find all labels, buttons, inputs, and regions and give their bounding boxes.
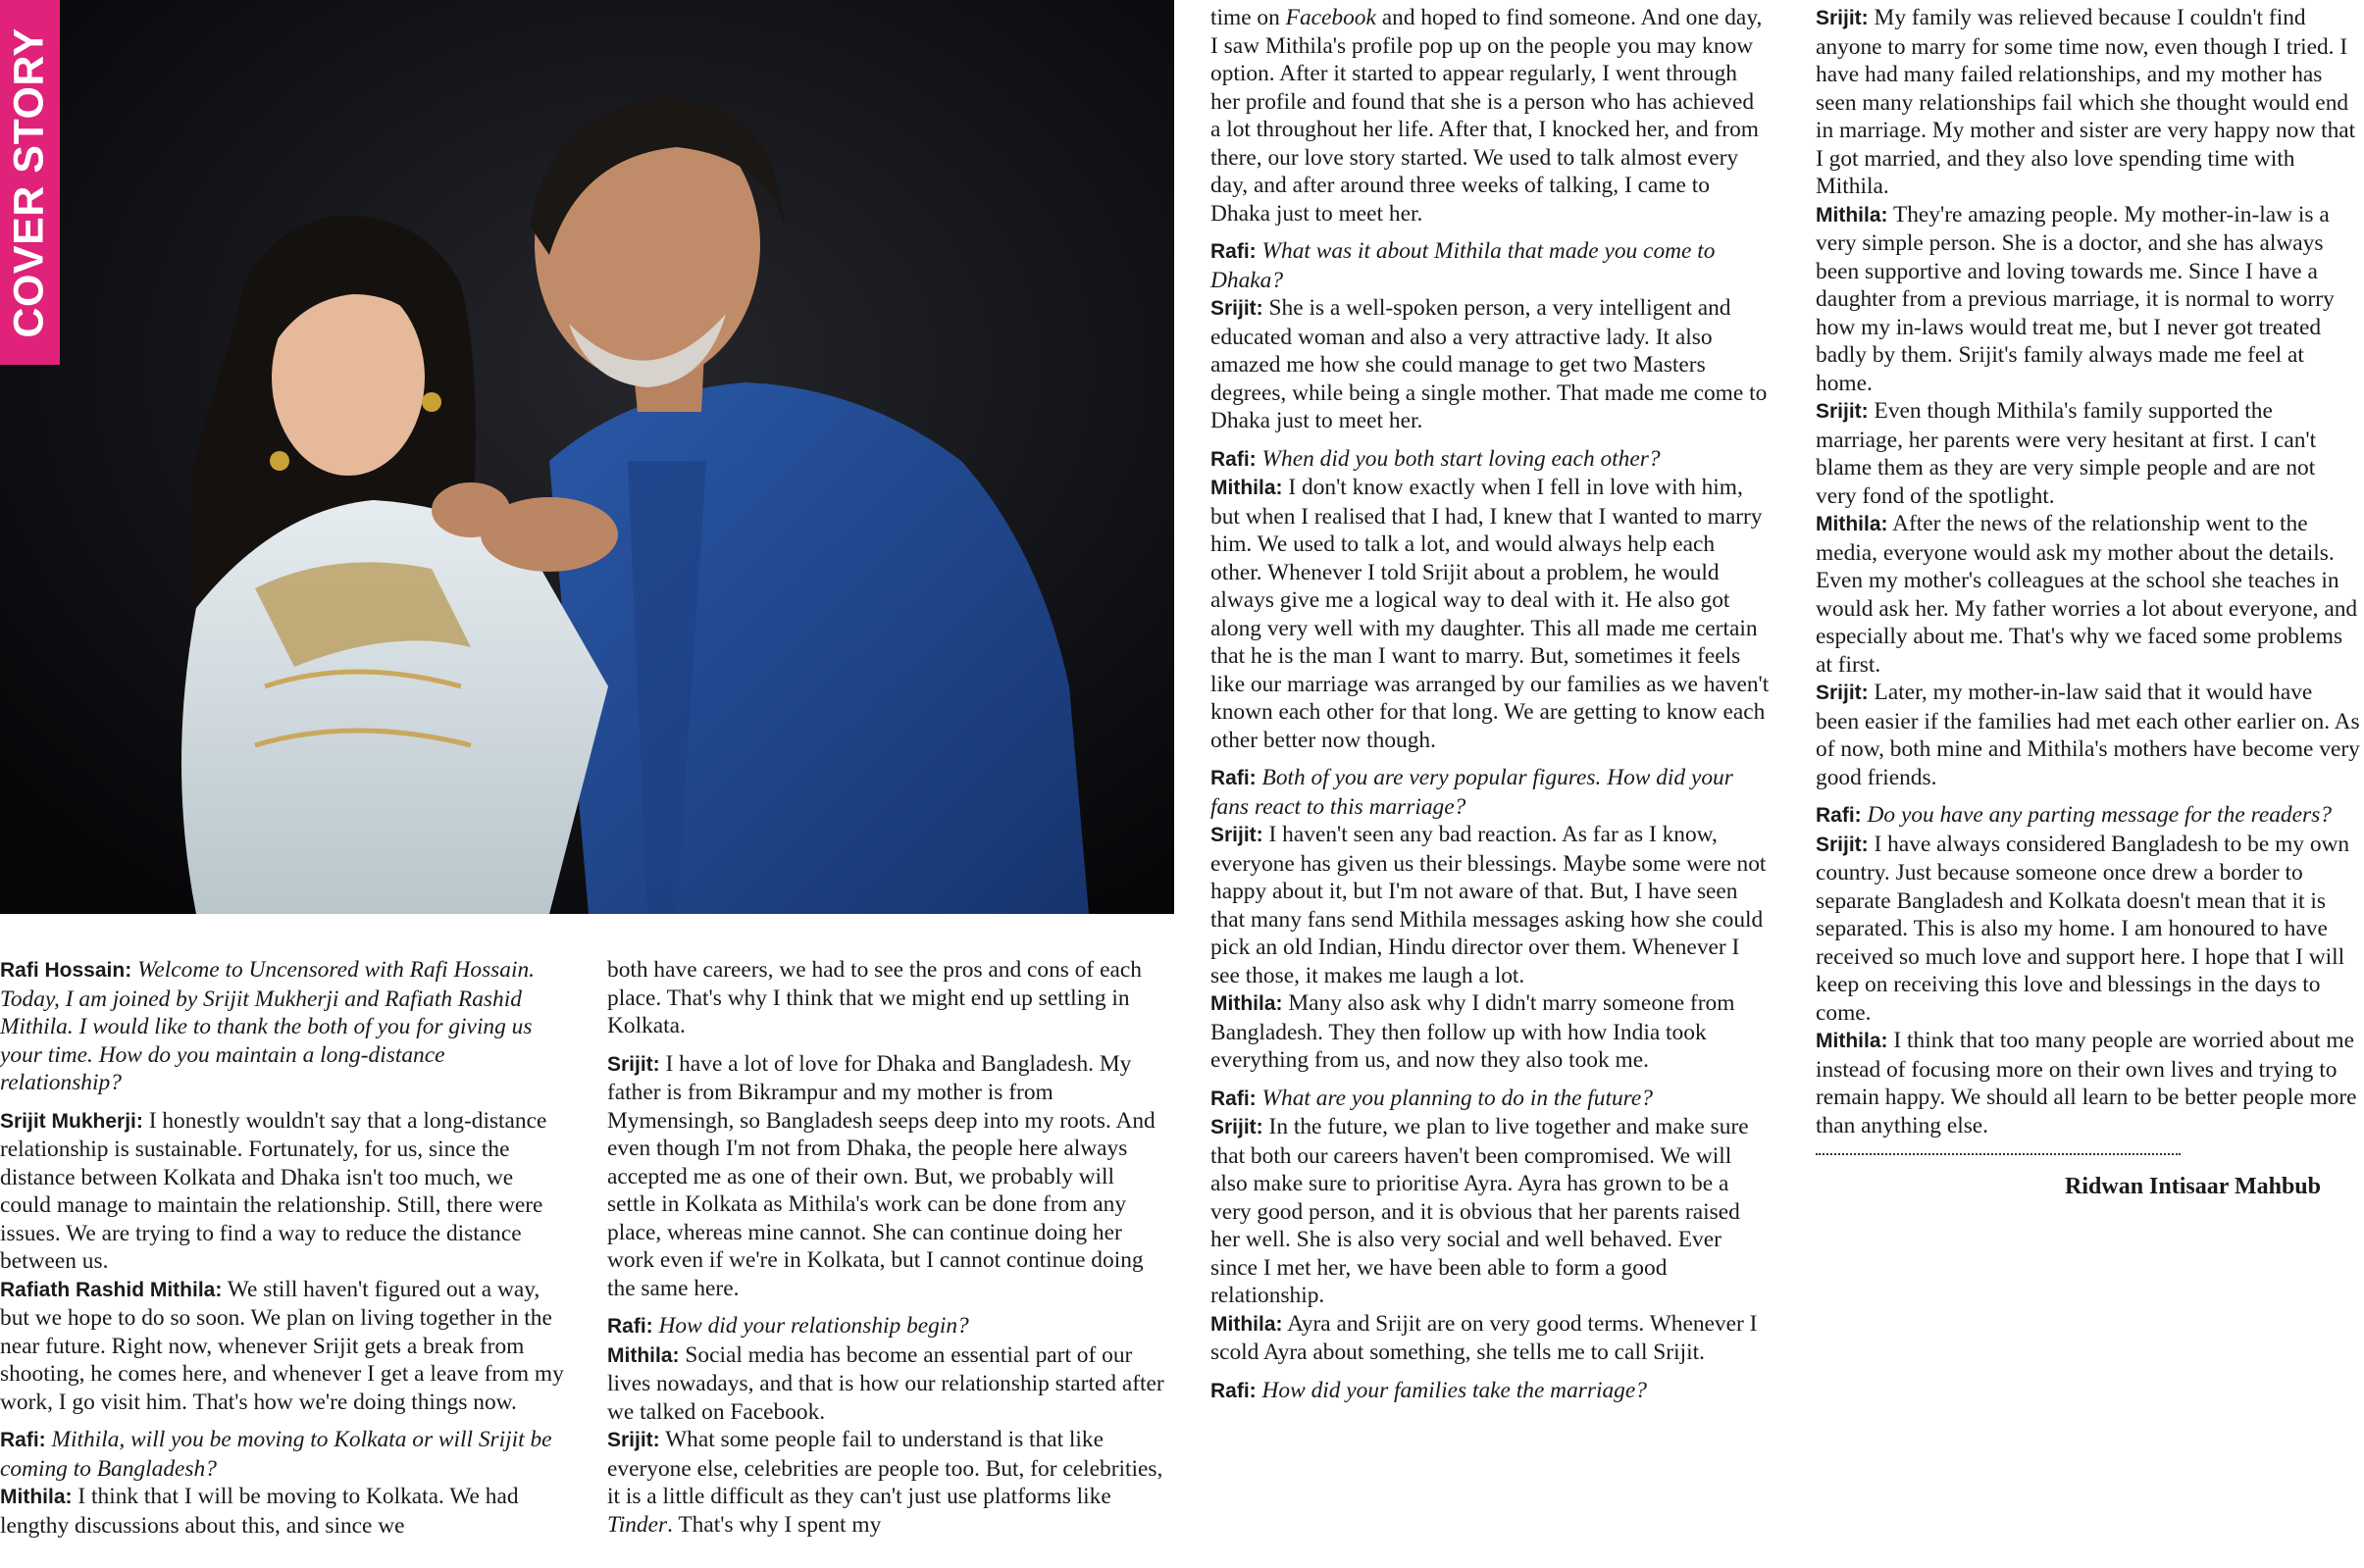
speaker-label: Mithila: [1210, 477, 1283, 499]
paragraph [0, 1483, 567, 1540]
platform-name: Facebook [1285, 5, 1376, 30]
article-column-1 [0, 956, 567, 1540]
paragraph [1816, 510, 2360, 679]
answer-text: They're amazing people. My mother-in-law is a very simple person. She is a doctor, and she has always been supportive and loving towards me. Since I have a daughter from a previous marriage, it is normal to worry how my in-laws would treat me, but I never got treated badly by them. Srijit's family always made me feel at home. [1816, 201, 2335, 396]
answer-text: . That's why I spent my [667, 1511, 882, 1538]
question-text: Welcome to Uncensored with Rafi Hossain. Today, I am joined by Srijit Mukherji and Rafiath Rashid Mithila. I would like to thank the both of you for giving us your time. How do you maintain a long-distance relationship? [0, 957, 536, 1095]
speaker-label: Mithila: [1210, 992, 1283, 1015]
question-text: Do you have any parting message for the readers? [1867, 802, 2332, 828]
question-text: When did you both start loving each other? [1261, 445, 1661, 472]
speaker-label: Srijit: [1210, 1116, 1263, 1138]
paragraph [1210, 474, 1770, 754]
answer-text: I have a lot of love for Dhaka and Bangladesh. My father is from Bikrampur and my mother is from Mymensingh, so Bangladesh seeps deep into my roots. And even though I'm not from Dhaka, the people here always accepted me as one of their own. But, we probably will settle in Kolkata as Mithila's work can be done from any place, whereas mine cannot. She can continue doing her work even if we're in Kolkata, but I cannot continue doing the same here. [607, 1050, 1156, 1301]
answer-text: I honestly wouldn't say that a long-distance relationship is sustainable. Fortunately, for us, since the distance between Kolkata and Dhaka isn't too much, we could manage to maintain the relationship. Still, there were issues. We are trying to find a way to reduce the distance between us. [0, 1107, 547, 1274]
answer-text: I think that too many people are worried about me instead of focusing more on their own lives and trying to remain happy. We should all learn to be better people more than anything else. [1816, 1028, 2357, 1138]
question-text: How did your families take the marriage? [1261, 1377, 1647, 1403]
speaker-label: Mithila: [1816, 1030, 1888, 1052]
paragraph [0, 1276, 567, 1417]
speaker-label: Srijit: [1210, 824, 1263, 846]
question-text: What are you planning to do in the future? [1261, 1085, 1653, 1111]
answer-text: Many also ask why I didn't marry someone from Bangladesh. They then follow up with how India took everything from us, and now they also took me. [1210, 990, 1735, 1073]
speaker-label: Rafiath Rashid Mithila: [0, 1278, 223, 1301]
answer-text: In the future, we plan to live together and make sure that both our careers haven't been compromised. We will also make sure to prioritise Ayra. Ayra has grown to be a very good person, and it is obvious that her parents raised her well. She is also very social and well behaved. Ever since I met her, we have been able to form a good relationship. [1210, 1114, 1749, 1308]
speaker-label: Rafi: [607, 1315, 653, 1338]
answer-text: We still haven't figured out a way, but we hope to do so soon. We plan on living together in the near future. Right now, whenever Srijit gets a break from shooting, he comes here, and whenever I get a leave from my work, I go visit him. That's how we're doing things now. [0, 1276, 564, 1415]
answer-text: I don't know exactly when I fell in love with him, but when I realised that I had, I knew that I wanted to marry him. We used to talk a lot, and would always help each other. Whenever I told Srijit about a problem, he would always give me a logical way to deal with it. He also got along very well with my daughter. This all made me certain that he is the man I want to marry. But, sometimes it feels like our marriage was arranged by our families as we haven't known each other for that long. We are getting to know each other better now though. [1210, 475, 1770, 753]
speaker-label: Rafi Hossain: [0, 959, 132, 982]
paragraph [607, 956, 1166, 1040]
speaker-label: Rafi: [0, 1429, 46, 1451]
answer-text: Even though Mithila's family supported the marriage, her parents were very hesitant at first. I can't blame them as they are very simple people and are not very fond of the spotlight. [1816, 398, 2317, 509]
question-text: What was it about Mithila that made you come to Dhaka? [1210, 238, 1716, 293]
dotted-divider [1816, 1153, 2181, 1155]
paragraph [1210, 294, 1770, 435]
article-column-2 [607, 956, 1166, 1539]
paragraph [1210, 989, 1770, 1075]
paragraph [1816, 1027, 2360, 1139]
paragraph [0, 1107, 567, 1276]
paragraph [1210, 821, 1770, 989]
paragraph [1210, 1310, 1770, 1367]
paragraph [1816, 397, 2360, 510]
answer-text: I think that I will be moving to Kolkata. We had lengthy discussions about this, and since we [0, 1484, 519, 1539]
paragraph [1816, 201, 2360, 398]
paragraph [1210, 4, 1770, 228]
speaker-label: Rafi: [1210, 1087, 1257, 1110]
answer-text: Later, my mother-in-law said that it would have been easier if the families had met each other earlier on. As of now, both mine and Mithila's mothers have become very good friends. [1816, 680, 2360, 790]
answer-text: Social media has become an essential part of our lives nowadays, and that is how our relationship started after we talked on Facebook. [607, 1341, 1164, 1425]
cover-photo [0, 0, 1174, 914]
speaker-label: Srijit: [607, 1429, 660, 1451]
speaker-label: Srijit: [1816, 833, 1869, 856]
paragraph [1210, 445, 1770, 475]
paragraph [1210, 1377, 1770, 1406]
answer-text: Ayra and Srijit are on very good terms. Whenever I scold Ayra about something, she tells me to call Srijit. [1210, 1310, 1758, 1365]
paragraph [1210, 1085, 1770, 1114]
speaker-label: Mithila: [1816, 203, 1888, 227]
paragraph [0, 1426, 567, 1483]
speaker-label: Srijit: [1816, 400, 1869, 423]
question-text: How did your relationship begin? [658, 1313, 969, 1339]
answer-text: My family was relieved because I couldn't find anyone to marry for some time now, even though I tried. I have had many failed relationships, and my mother has seen many relationships fail which she thought would end in marriage. My mother and sister are very happy now that I got married, and they also love spending time with Mithila. [1816, 5, 2356, 199]
speaker-label: Mithila: [1816, 513, 1888, 535]
speaker-label: Srijit: [607, 1052, 660, 1076]
speaker-label: Srijit: [1816, 682, 1869, 704]
speaker-label: Rafi: [1210, 1379, 1257, 1402]
paragraph [1210, 764, 1770, 821]
answer-text: What some people fail to understand is that like everyone else, celebrities are people too. But, for celebrities, it is a little difficult as they can't just use platforms like [607, 1427, 1163, 1509]
author-byline: Ridwan Intisaar Mahbub [2065, 1174, 2321, 1199]
paragraph [0, 956, 567, 1097]
speaker-label: Rafi: [1816, 804, 1862, 827]
speaker-label: Srijit: [1210, 297, 1263, 320]
paragraph [1210, 237, 1770, 294]
paragraph [1816, 801, 2360, 831]
platform-name: Tinder [607, 1511, 668, 1538]
paragraph [607, 1050, 1166, 1303]
answer-text: time on [1210, 5, 1286, 30]
answer-text: and hoped to find someone. And one day, I saw Mithila's profile pop up on the people you may know option. After it started to appear regularly, I went through her profile and found that she is a person who has achieved a lot throughout her life. After that, I knocked her, and from there, our love story started. We used to talk almost every day, and after around three weeks of talking, I came to Dhaka just to meet her. [1210, 5, 1763, 227]
speaker-label: Rafi: [1210, 447, 1257, 471]
answer-text: After the news of the relationship went to the media, everyone would ask my mother about the details. Even my mother's colleagues at the school she teaches in would ask her. My father worries a lot about everyone, and especially about me. That's why we faced some problems at first. [1816, 511, 2358, 678]
paragraph [607, 1426, 1166, 1539]
speaker-label: Mithila: [0, 1486, 73, 1508]
answer-text: She is a well-spoken person, a very intelligent and educated woman and also a very attractive lady. It also amazed me how she could manage to get two Masters degrees, while being a single mother. That made me come to Dhaka just to meet her. [1210, 295, 1768, 433]
speaker-label: Srijit Mukherji: [0, 1109, 143, 1133]
paragraph [1210, 1113, 1770, 1310]
speaker-label: Srijit: [1816, 7, 1869, 29]
question-text: Mithila, will you be moving to Kolkata or will Srijit be coming to Bangladesh? [0, 1427, 552, 1482]
section-tag-label: COVER STORY [6, 26, 53, 338]
paragraph [1816, 831, 2360, 1028]
article-column-4 [1816, 4, 2360, 1201]
answer-text: both have careers, we had to see the pros and cons of each place. That's why I think that we might end up settling in Kolkata. [607, 957, 1142, 1038]
question-text: Both of you are very popular figures. How did your fans react to this marriage? [1210, 765, 1733, 820]
paragraph [1816, 679, 2360, 791]
section-tag [0, 0, 60, 365]
speaker-label: Mithila: [607, 1343, 680, 1367]
paragraph [607, 1312, 1166, 1341]
speaker-label: Mithila: [1210, 1312, 1283, 1336]
speaker-label: Rafi: [1210, 240, 1257, 263]
article-column-3 [1210, 4, 1770, 1405]
couple-portrait-photo [0, 0, 1174, 914]
speaker-label: Rafi: [1210, 767, 1257, 789]
answer-text: I have always considered Bangladesh to be my own country. Just because someone once drew a border to separate Bangladesh and Kolkata doesn't mean that it is separated. This is also my home. I am honoured to have received so much love and support here. I hope that I will keep on receiving this love and blessings in the days to come. [1816, 831, 2350, 1026]
paragraph [1816, 4, 2360, 201]
answer-text: I haven't seen any bad reaction. As far as I know, everyone has given us their blessings. Maybe some were not happy about it, but I'm not aware of that. But, I have seen that many fans send Mithila messages asking how she could pick an old Indian, Hindu director over them. Whenever I see those, it makes me laugh a lot. [1210, 822, 1767, 988]
paragraph [607, 1341, 1166, 1427]
